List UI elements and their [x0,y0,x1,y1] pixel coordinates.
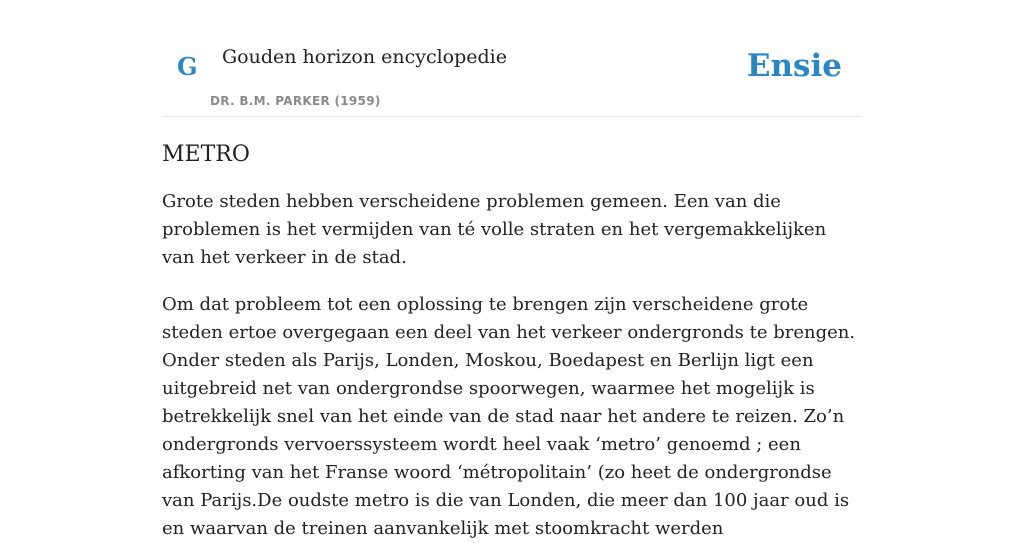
book-title[interactable]: Gouden horizon encyclopedie [222,46,507,68]
book-author: DR. B.M. PARKER (1959) [210,94,381,108]
header [162,0,862,117]
article-paragraph: Om dat probleem tot een oplossing te brengen zijn verscheidene grote steden ertoe overgegaan een deel van het verkeer ondergronds te brengen. Onder steden als Parijs, Londen, Moskou, Boedapest en Berlijn ligt een uitgebreid net van ondergrondse spoorwegen, waarmee het mogelijk is betrekkelijk snel van het einde van de stad naar het andere te reizen. Zo’n ondergronds vervoerssysteem wordt heel vaak ‘metro’ genoemd ; een afkorting van het Franse woord ‘métropolitain’ (zo heet de ondergrondse van Parijs.De oudste metro is die van Londen, die meer dan 100 jaar oud is en waarvan de treinen aanvankelijk met stoomkracht werden [162,294,856,539]
encyclopedia-logo-icon[interactable]: G [177,52,198,81]
article-paragraph: Grote steden hebben verscheidene problemen gemeen. Een van die problemen is het vermijden van té volle straten en het vergemakkelijken van het verkeer in de stad. [162,191,827,268]
entry-title: METRO [162,142,250,167]
brand-logo[interactable]: Ensie [746,48,842,84]
article [162,138,864,543]
